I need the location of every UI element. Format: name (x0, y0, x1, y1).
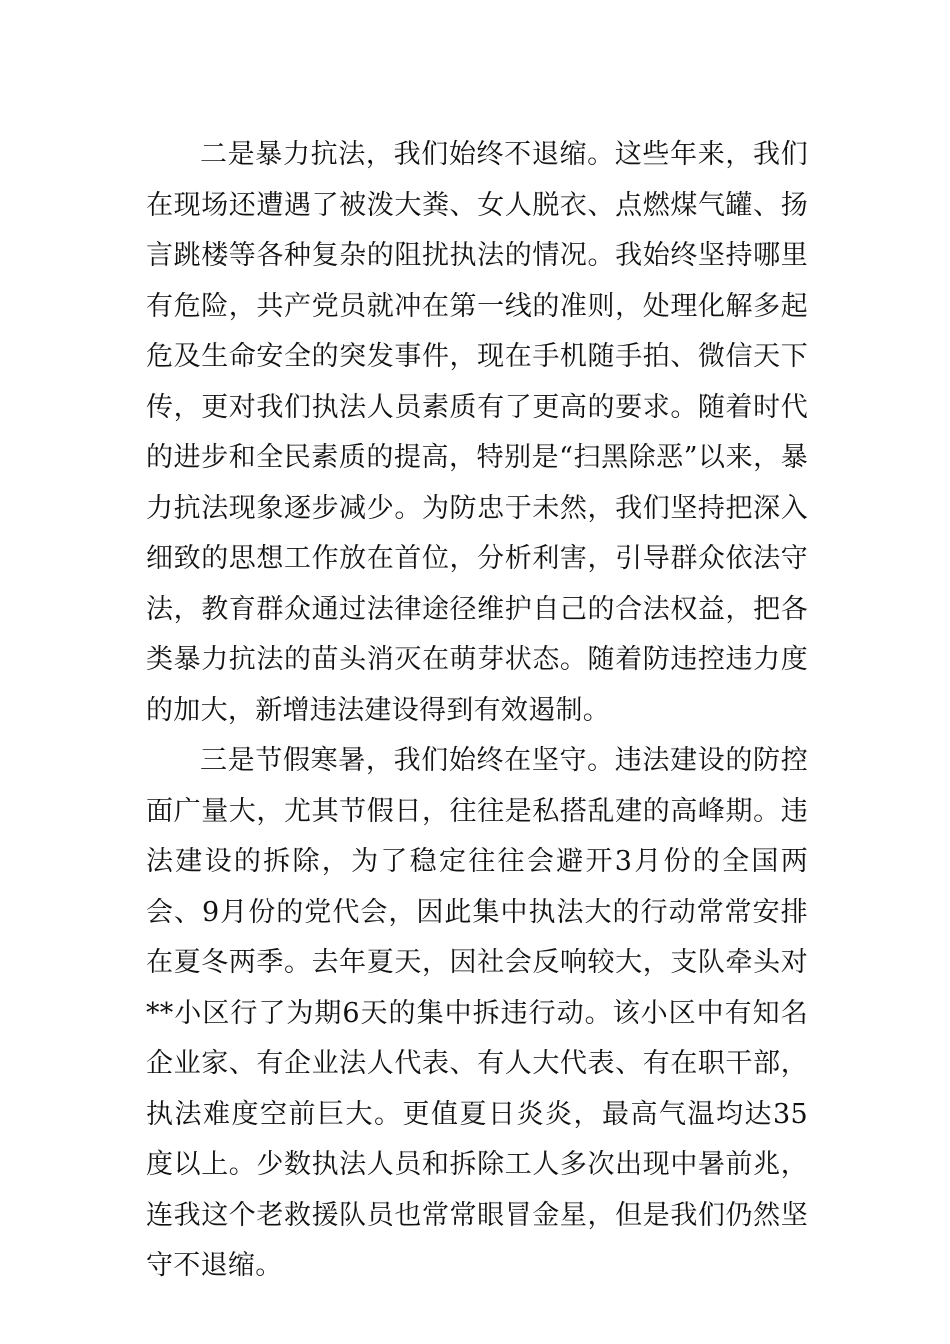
paragraph-holiday-duty: 三是节假寒暑，我们始终在坚守。违法建设的防控面广量大，尤其节假日，往往是私搭乱建的高峰期。违法建设的拆除，为了稳定往往会避开3月份的全国两会、9月份的党代会，因此集中执法大的行动常常安排在夏冬两季。去年夏天，因社会反响较大，支队牵头对**小区行了为期6天的集中拆违行动。该小区中有知名企业家、有企业法人代表、有人大代表、有在职干部，执法难度空前巨大。更值夏日炎炎，最高气温均达35度以上。少数执法人员和拆除工人多次出现中暑前兆，连我这个老救援队员也常常眼冒金星，但是我们仍然坚守不退缩。 (146, 745, 808, 1281)
document-body (146, 130, 808, 1292)
paragraph-violent-resistance: 二是暴力抗法，我们始终不退缩。这些年来，我们在现场还遭遇了被泼大粪、女人脱衣、点燃煤气罐、扬言跳楼等各种复杂的阻扰执法的情况。我始终坚持哪里有危险，共产党员就冲在第一线的准则，处理化解多起危及生命安全的突发事件，现在手机随手拍、微信天下传，更对我们执法人员素质有了更高的要求。随着时代的进步和全民素质的提高，特别是“扫黑除恶”以来，暴力抗法现象逐步减少。为防忠于未然，我们坚持把深入细致的思想工作放在首位，分析利害，引导群众依法守法，教育群众通过法律途径维护自己的合法权益，把各类暴力抗法的苗头消灭在萌芽状态。随着防违控违力度的加大，新增违法建设得到有效遏制。 (146, 139, 808, 726)
